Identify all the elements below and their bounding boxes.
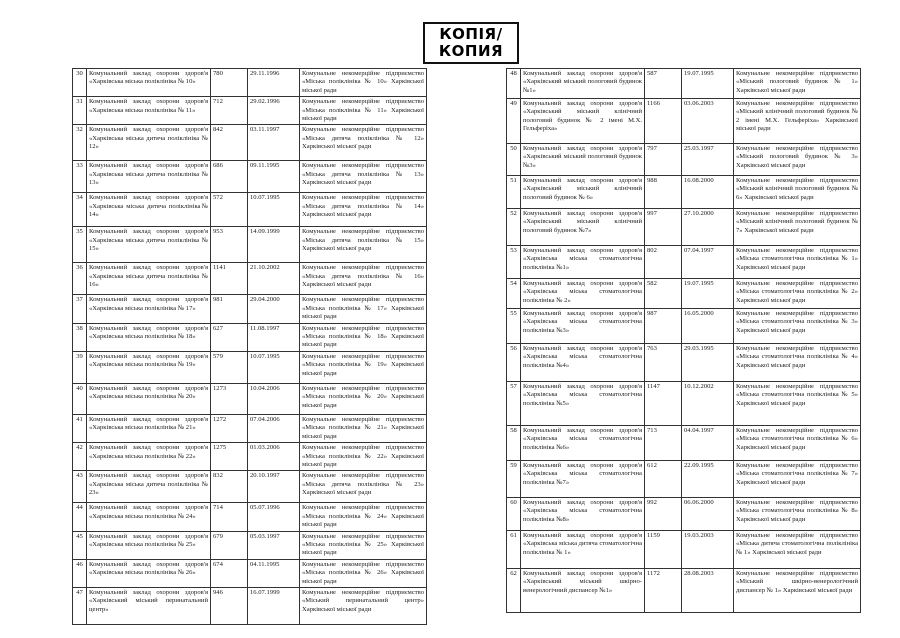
enterprise-name: Комунальне некомерційне підприємство «Міська дитяча поліклініка № 23» Харківської міської ради [300,471,427,503]
row-number: 45 [73,531,87,559]
registration-date: 16.05.2000 [682,309,734,344]
row-number: 38 [73,323,87,351]
registration-code: 612 [645,461,682,498]
table-row [73,263,427,295]
registration-date: 20.10.1997 [248,471,300,503]
table-row [507,382,861,426]
table-row [507,531,861,569]
registration-code: 953 [211,227,248,263]
institution-name: Комунальний заклад охорони здоров'я «Харківська міська поліклініка № 22» [87,443,211,471]
enterprise-name: Комунальне некомерційне підприємство «Міська дитяча поліклініка № 13» Харківської міської ради [300,161,427,193]
institution-name: Комунальний заклад охорони здоров'я «Харківська міська поліклініка № 24» [87,503,211,531]
registration-code: 579 [211,351,248,383]
institution-name: Комунальний заклад охорони здоров'я «Харківська міська стоматологічна поліклініка № 2» [521,279,645,309]
enterprise-name: Комунальне некомерційне підприємство «Міська дитяча поліклініка № 15» Харківської міської ради [300,227,427,263]
institution-name: Комунальний заклад охорони здоров'я «Харківська міська дитяча поліклініка № 13» [87,161,211,193]
table-row [507,99,861,144]
registration-code: 1141 [211,263,248,295]
registration-date: 06.06.2000 [682,498,734,531]
registration-code: 686 [211,161,248,193]
table-row [507,209,861,246]
row-number: 39 [73,351,87,383]
institution-name: Комунальний заклад охорони здоров'я «Харківська міська поліклініка № 10» [87,69,211,97]
table-row [73,161,427,193]
table-row [507,69,861,99]
enterprise-name: Комунальне некомерційне підприємство «Міська дитяча стоматологічна поліклініка № 1» Харківської міської ради [734,531,861,569]
enterprise-name: Комунальне некомерційне підприємство «Міська поліклініка № 26» Харківської міської ради [300,559,427,587]
table-row [73,125,427,161]
registration-date: 01.03.2006 [248,443,300,471]
table-row [73,97,427,125]
registration-code: 572 [211,193,248,227]
stamp-line-1: КОПІЯ/ [439,25,503,43]
table-row [507,246,861,279]
institution-name: Комунальний заклад охорони здоров'я «Харківська міська стоматологічна поліклініка №5» [521,382,645,426]
registration-date: 22.09.1995 [682,461,734,498]
institution-name: Комунальний заклад охорони здоров'я «Харківська міська стоматологічна поліклініка №7» [521,461,645,498]
table-row [73,295,427,323]
table-row [73,323,427,351]
registration-date: 29.04.2000 [248,295,300,323]
enterprise-name: Комунальне некомерційне підприємство «Міський клінічний пологовий будинок № 6» Харківської міської ради [734,176,861,209]
table-row [73,503,427,531]
registration-date: 11.08.1997 [248,323,300,351]
table-row [73,383,427,414]
table-row [507,309,861,344]
registry-table-right [506,68,861,613]
table-row [507,344,861,382]
institution-name: Комунальний заклад охорони здоров'я «Харківська міська поліклініка № 18» [87,323,211,351]
registration-code: 1159 [645,531,682,569]
row-number: 60 [507,498,521,531]
row-number: 43 [73,471,87,503]
institution-name: Комунальний заклад охорони здоров'я «Харківська міська дитяча стоматологічна поліклініка № 1» [521,531,645,569]
registration-date: 03.06.2003 [682,99,734,144]
registration-code: 679 [211,531,248,559]
registration-date: 19.07.1995 [682,69,734,99]
table-row [507,426,861,461]
registration-code: 627 [211,323,248,351]
registration-code: 1147 [645,382,682,426]
registration-code: 1272 [211,414,248,442]
row-number: 46 [73,559,87,587]
registration-code: 946 [211,587,248,624]
row-number: 33 [73,161,87,193]
enterprise-name: Комунальне некомерційне підприємство «Міська стоматологічна поліклініка № 8» Харківської міської ради [734,498,861,531]
registration-code: 992 [645,498,682,531]
registration-date: 19.07.1995 [682,279,734,309]
row-number: 41 [73,414,87,442]
enterprise-name: Комунальне некомерційне підприємство «Міська поліклініка № 17» Харківської міської ради [300,295,427,323]
registration-code: 997 [645,209,682,246]
registration-code: 712 [211,97,248,125]
institution-name: Комунальний заклад охорони здоров'я «Харківський міський клінічний пологовий будинок №7» [521,209,645,246]
registration-code: 674 [211,559,248,587]
institution-name: Комунальний заклад охорони здоров'я «Харківський міський клінічний пологовий будинок № 2 імені М.Х. Гельферіха» [521,99,645,144]
enterprise-name: Комунальне некомерційне підприємство «Міська поліклініка № 25» Харківської міської ради [300,531,427,559]
row-number: 35 [73,227,87,263]
row-number: 42 [73,443,87,471]
table-row [507,144,861,176]
table-row [73,227,427,263]
institution-name: Комунальний заклад охорони здоров'я «Харківська міська стоматологічна поліклініка №6» [521,426,645,461]
enterprise-name: Комунальне некомерційне підприємство «Міська поліклініка № 24» Харківської міської ради [300,503,427,531]
enterprise-name: Комунальне некомерційне підприємство «Міська дитяча поліклініка № 12» Харківської міської ради [300,125,427,161]
table-row [507,176,861,209]
registration-date: 10.07.1995 [248,193,300,227]
enterprise-name: Комунальне некомерційне підприємство «Міська стоматологічна поліклініка № 3» Харківської міської ради [734,309,861,344]
registration-date: 05.07.1996 [248,503,300,531]
registration-code: 1166 [645,99,682,144]
institution-name: Комунальний заклад охорони здоров'я «Харківська міська стоматологічна поліклініка №8» [521,498,645,531]
institution-name: Комунальний заклад охорони здоров'я «Харківська міська дитяча поліклініка № 23» [87,471,211,503]
row-number: 44 [73,503,87,531]
enterprise-name: Комунальне некомерційне підприємство «Міський пологовий будинок № 3» Харківської міської ради [734,144,861,176]
row-number: 37 [73,295,87,323]
registration-date: 25.03.1997 [682,144,734,176]
table-row [73,471,427,503]
registration-date: 16.07.1999 [248,587,300,624]
registration-code: 842 [211,125,248,161]
row-number: 47 [73,587,87,624]
enterprise-name: Комунальне некомерційне підприємство «Міський шкірно-венерологічний диспансер № 1» Харківської міської ради [734,569,861,613]
registration-date: 27.10.2000 [682,209,734,246]
enterprise-name: Комунальне некомерційне підприємство «Міська дитяча поліклініка № 16» Харківської міської ради [300,263,427,295]
enterprise-name: Комунальне некомерційне підприємство «Міська поліклініка № 22» Харківської міської ради [300,443,427,471]
table-row [73,351,427,383]
registration-date: 28.08.2003 [682,569,734,613]
institution-name: Комунальний заклад охорони здоров'я «Харківський міський пологовий будинок №1» [521,69,645,99]
table-row [73,587,427,624]
stamp-line-2: КОПИЯ [438,42,504,60]
row-number: 55 [507,309,521,344]
registration-code: 981 [211,295,248,323]
registration-date: 10.07.1995 [248,351,300,383]
enterprise-name: Комунальне некомерційне підприємство «Міський перинатальний центр» Харківської міської ради [300,587,427,624]
registration-code: 582 [645,279,682,309]
table-row [507,569,861,613]
registration-date: 04.04.1997 [682,426,734,461]
row-number: 57 [507,382,521,426]
institution-name: Комунальний заклад охорони здоров'я «Харківська міська стоматологічна поліклініка №3» [521,309,645,344]
registration-date: 03.11.1997 [248,125,300,161]
institution-name: Комунальний заклад охорони здоров'я «Харківська міська поліклініка № 11» [87,97,211,125]
institution-name: Комунальний заклад охорони здоров'я «Харківська міська дитяча поліклініка № 12» [87,125,211,161]
row-number: 31 [73,97,87,125]
institution-name: Комунальний заклад охорони здоров'я «Харківська міська поліклініка № 21» [87,414,211,442]
registration-code: 713 [645,426,682,461]
enterprise-name: Комунальне некомерційне підприємство «Міська стоматологічна поліклініка № 2» Харківської міської ради [734,279,861,309]
institution-name: Комунальний заклад охорони здоров'я «Харківська міська стоматологічна поліклініка №1» [521,246,645,279]
enterprise-name: Комунальне некомерційне підприємство «Міська поліклініка № 20» Харківської міської ради [300,383,427,414]
row-number: 62 [507,569,521,613]
registration-code: 832 [211,471,248,503]
registration-code: 797 [645,144,682,176]
institution-name: Комунальний заклад охорони здоров'я «Харківський міський клінічний пологовий будинок № 6» [521,176,645,209]
enterprise-name: Комунальне некомерційне підприємство «Міська стоматологічна поліклініка № 7» Харківської міської ради [734,461,861,498]
enterprise-name: Комунальне некомерційне підприємство «Міська поліклініка № 21» Харківської міської ради [300,414,427,442]
registration-code: 763 [645,344,682,382]
table-row [73,443,427,471]
registration-code: 988 [645,176,682,209]
row-number: 53 [507,246,521,279]
registration-date: 07.04.1997 [682,246,734,279]
registration-date: 10.04.2006 [248,383,300,414]
registration-date: 05.03.1997 [248,531,300,559]
registry-table-left [72,68,427,625]
enterprise-name: Комунальне некомерційне підприємство «Міська стоматологічна поліклініка № 1» Харківської міської ради [734,246,861,279]
enterprise-name: Комунальне некомерційне підприємство «Міський клінічний пологовий будинок № 2 імені М.Х. Гельферіха» Харківської міської ради [734,99,861,144]
institution-name: Комунальний заклад охорони здоров'я «Харківська міська дитяча поліклініка № 16» [87,263,211,295]
registration-date: 07.04.2006 [248,414,300,442]
registration-code: 802 [645,246,682,279]
institution-name: Комунальний заклад охорони здоров'я «Харківська міська поліклініка № 19» [87,351,211,383]
row-number: 34 [73,193,87,227]
institution-name: Комунальний заклад охорони здоров'я «Харківська міська дитяча поліклініка№ 14» [87,193,211,227]
institution-name: Комунальний заклад охорони здоров'я «Харківська міська поліклініка № 17» [87,295,211,323]
table-row [507,461,861,498]
registration-code: 587 [645,69,682,99]
registration-date: 16.08.2000 [682,176,734,209]
institution-name: Комунальний заклад охорони здоров'я «Харківський міський перинатальний центр» [87,587,211,624]
row-number: 51 [507,176,521,209]
institution-name: Комунальний заклад охорони здоров'я «Харківська міська поліклініка № 26» [87,559,211,587]
enterprise-name: Комунальне некомерційне підприємство «Міська поліклініка № 10» Харківської міської ради [300,69,427,97]
registration-code: 780 [211,69,248,97]
table-row [73,531,427,559]
institution-name: Комунальний заклад охорони здоров'я «Харківська міська стоматологічна поліклініка №4» [521,344,645,382]
row-number: 56 [507,344,521,382]
row-number: 49 [507,99,521,144]
registration-date: 21.10.2002 [248,263,300,295]
row-number: 36 [73,263,87,295]
enterprise-name: Комунальне некомерційне підприємство «Міська стоматологічна поліклініка № 5» Харківської міської ради [734,382,861,426]
institution-name: Комунальний заклад охорони здоров'я «Харківська міська поліклініка № 20» [87,383,211,414]
enterprise-name: Комунальне некомерційне підприємство «Міська поліклініка № 11» Харківської міської ради [300,97,427,125]
registration-date: 14.09.1999 [248,227,300,263]
registration-date: 29.02.1996 [248,97,300,125]
registration-code: 714 [211,503,248,531]
table-row [507,279,861,309]
registration-date: 29.03.1995 [682,344,734,382]
registration-date: 04.11.1995 [248,559,300,587]
enterprise-name: Комунальне некомерційне підприємство «Міська стоматологічна поліклініка № 4» Харківської міської ради [734,344,861,382]
row-number: 59 [507,461,521,498]
registration-date: 29.11.1996 [248,69,300,97]
row-number: 30 [73,69,87,97]
row-number: 40 [73,383,87,414]
enterprise-name: Комунальне некомерційне підприємство «Міська поліклініка № 19» Харківської міської ради [300,351,427,383]
row-number: 48 [507,69,521,99]
enterprise-name: Комунальне некомерційне підприємство «Міський клінічний пологовий будинок № 7» Харківської міської ради [734,209,861,246]
registration-code: 1273 [211,383,248,414]
enterprise-name: Комунальне некомерційне підприємство «Міська поліклініка № 18» Харківської міської ради [300,323,427,351]
row-number: 61 [507,531,521,569]
row-number: 58 [507,426,521,461]
enterprise-name: Комунальне некомерційне підприємство «Міський пологовий будинок № 1» Харківської міської ради [734,69,861,99]
institution-name: Комунальний заклад охорони здоров'я «Харківська міська дитяча поліклініка № 15» [87,227,211,263]
registration-code: 1275 [211,443,248,471]
institution-name: Комунальний заклад охорони здоров'я «Харківська міська поліклініка № 25» [87,531,211,559]
institution-name: Комунальний заклад охорони здоров'я «Харківський міський шкірно-венерологічний диспансер №1» [521,569,645,613]
row-number: 50 [507,144,521,176]
registration-date: 19.03.2003 [682,531,734,569]
row-number: 52 [507,209,521,246]
registration-date: 10.12.2002 [682,382,734,426]
copy-stamp [423,22,519,64]
registration-date: 09.11.1995 [248,161,300,193]
registration-code: 1172 [645,569,682,613]
registration-code: 987 [645,309,682,344]
table-row [73,414,427,442]
institution-name: Комунальний заклад охорони здоров'я «Харківський міський пологовий будинок №3» [521,144,645,176]
row-number: 54 [507,279,521,309]
enterprise-name: Комунальне некомерційне підприємство «Міська дитяча поліклініка № 14» Харківської міської ради [300,193,427,227]
table-row [507,498,861,531]
enterprise-name: Комунальне некомерційне підприємство «Міська стоматологічна поліклініка № 6» Харківської міської ради [734,426,861,461]
table-row [73,69,427,97]
table-row [73,193,427,227]
table-row [73,559,427,587]
row-number: 32 [73,125,87,161]
